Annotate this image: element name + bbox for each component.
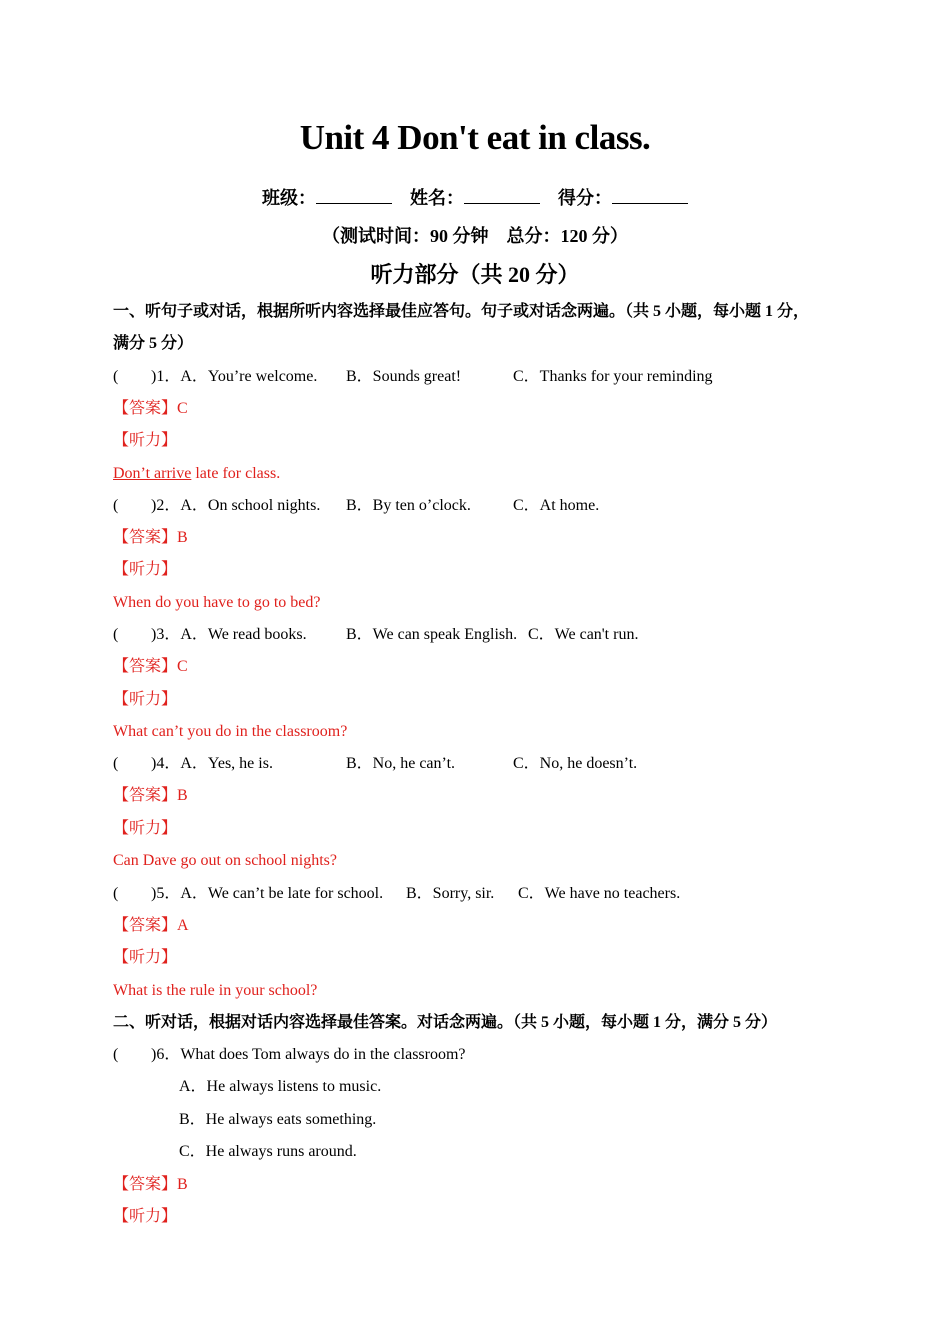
part2-instruction: 二、听对话，根据对话内容选择最佳答案。对话念两遍。（共 5 小题，每小题 1 分，满分 5 分） [113, 1013, 778, 1031]
option-b: B．We can speak English. [346, 626, 518, 644]
option-c: C．We can't run. [528, 626, 639, 644]
listening-section-title: 听力部分（共 20 分） [370, 262, 580, 287]
name-label: 姓名： [410, 188, 464, 208]
question-paren: ( [113, 1046, 119, 1064]
question-5 [113, 878, 853, 910]
listening-label-6: 【听力】 [113, 1207, 178, 1225]
listening-script-1 [113, 458, 853, 490]
answer-2 [113, 522, 853, 554]
answer-value: A [177, 916, 189, 934]
answer-label: 【答案】 [113, 658, 178, 676]
part1-instruction-line2: 满分 5 分） [113, 335, 194, 353]
option-a: )5．A．We can’t be late for school. [151, 884, 384, 902]
answer-value: B [177, 529, 188, 547]
listening-label-3: 【听力】 [113, 690, 178, 708]
listening-script-5: What is the rule in your school? [113, 981, 318, 999]
page-title: Unit 4 Don't eat in class. [299, 118, 651, 157]
answer-label: 【答案】 [113, 787, 178, 805]
question-paren: ( [113, 626, 119, 644]
answer-value: C [177, 399, 188, 417]
question-paren: ( [113, 367, 119, 385]
option-a: )1．A．You’re welcome. [151, 367, 318, 385]
option-b: B．He always eats something. [179, 1110, 377, 1128]
answer-value: C [177, 658, 188, 676]
option-b: B．Sorry, sir. [406, 884, 495, 902]
answer-6 [113, 1169, 853, 1201]
question-paren: ( [113, 497, 119, 515]
name-blank [464, 187, 540, 204]
question-paren: ( [113, 755, 119, 773]
script-underlined: Don’t arrive [113, 464, 192, 482]
answer-3 [113, 651, 853, 683]
option-a: )3．A．We read books. [151, 626, 307, 644]
question-3 [113, 619, 853, 651]
answer-label: 【答案】 [113, 399, 178, 417]
score-blank [612, 187, 688, 204]
option-c: C．At home. [513, 497, 600, 515]
answer-label: 【答案】 [113, 529, 178, 547]
listening-script-4: Can Dave go out on school nights? [113, 852, 337, 870]
part1-block [113, 296, 853, 1233]
question-paren: ( [113, 884, 119, 902]
student-info-line [0, 184, 950, 210]
option-c: C．No, he doesn’t. [513, 755, 638, 773]
answer-value: B [177, 1175, 188, 1193]
listening-script-2: When do you have to go to bed? [113, 593, 321, 611]
answer-5 [113, 910, 853, 942]
listening-label-5: 【听力】 [113, 949, 178, 967]
answer-label: 【答案】 [113, 1175, 178, 1193]
option-c: C．Thanks for your reminding [513, 367, 713, 385]
option-a: )4．A．Yes, he is. [151, 755, 273, 773]
question-4 [113, 748, 853, 780]
option-c: C．He always runs around. [179, 1143, 357, 1161]
option-b: B．By ten o’clock. [346, 497, 471, 515]
listening-label-2: 【听力】 [113, 561, 178, 579]
option-b: B．Sounds great! [346, 367, 462, 385]
question-2 [113, 490, 853, 522]
option-a: A．He always listens to music. [179, 1078, 382, 1096]
score-label: 得分： [558, 188, 612, 208]
answer-value: B [177, 787, 188, 805]
question-6 [113, 1039, 853, 1071]
question-stem: )6．What does Tom always do in the classroom? [151, 1046, 466, 1064]
option-a: )2．A．On school nights. [151, 497, 321, 515]
option-b: B．No, he can’t. [346, 755, 456, 773]
class-blank [316, 187, 392, 204]
listening-label-4: 【听力】 [113, 819, 178, 837]
question-1 [113, 361, 853, 393]
script-text: late for class. [191, 464, 281, 482]
test-time-line: （测试时间：90 分钟 总分：120 分） [322, 226, 628, 246]
listening-label-1: 【听力】 [113, 432, 178, 450]
answer-1 [113, 393, 853, 425]
option-c: C．We have no teachers. [518, 884, 681, 902]
class-label: 班级： [262, 188, 316, 208]
listening-script-3: What can’t you do in the classroom? [113, 723, 348, 741]
answer-label: 【答案】 [113, 916, 178, 934]
part1-instruction-line1: 一、听句子或对话，根据所听内容选择最佳应答句。句子或对话念两遍。（共 5 小题，每小题 1 分， [113, 303, 810, 320]
answer-4 [113, 780, 853, 812]
